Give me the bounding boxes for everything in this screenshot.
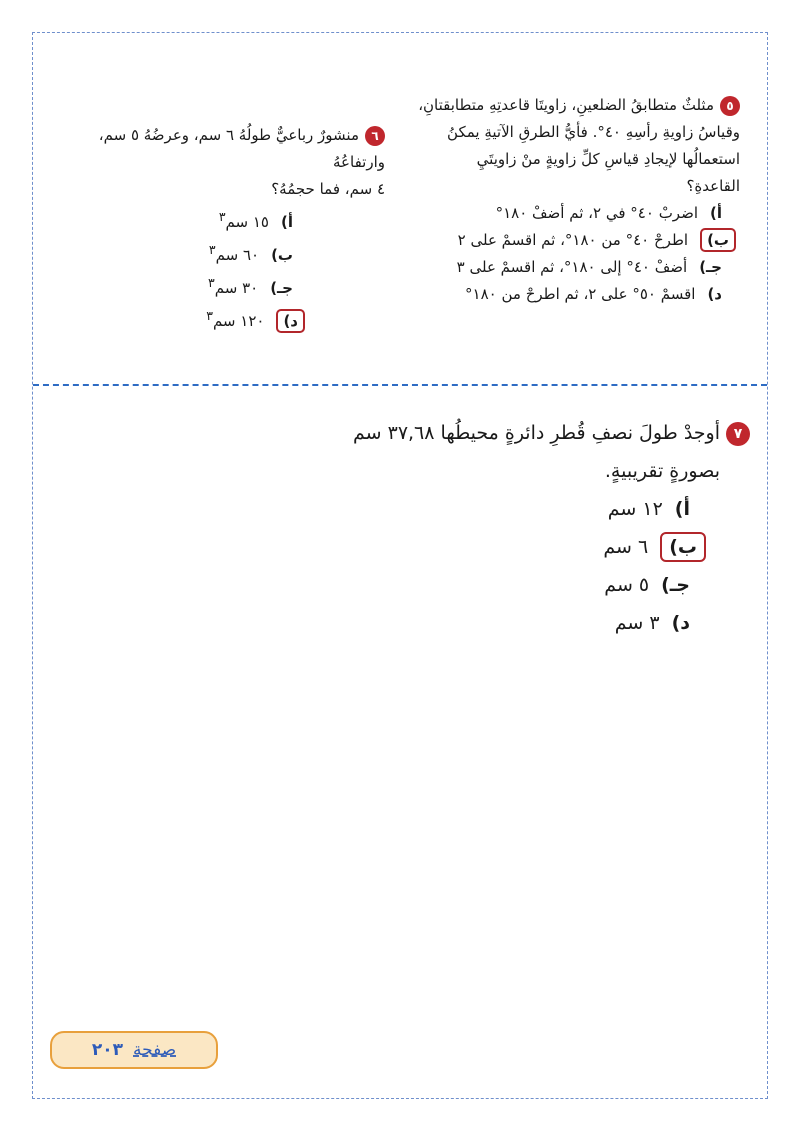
selected-answer-box: ب) xyxy=(700,228,736,252)
section-divider xyxy=(33,384,767,386)
question-6-options xyxy=(45,203,385,335)
option-c[interactable]: جـ)٥ سم xyxy=(604,574,690,596)
question-7 xyxy=(300,414,750,642)
option-c[interactable]: جـ)أضفْ ٤٠° إلى ١٨٠°، ثم اقسمْ على ٣ xyxy=(456,258,722,276)
question-5 xyxy=(390,92,740,308)
question-number-badge: ٧ xyxy=(726,422,750,446)
option-b[interactable]: ب)٦٠ سم$^٣$ xyxy=(208,242,293,264)
option-d-selected[interactable]: د)١٢٠ سم$^٣$ xyxy=(45,302,305,335)
question-number-badge: ٥ xyxy=(720,96,740,116)
selected-answer-box: ب) xyxy=(660,532,706,562)
option-c[interactable]: جـ)٣٠ سم$^٣$ xyxy=(208,275,293,297)
option-d[interactable]: د)اقسمْ ٥٠° على ٢، ثم اطرحْ من ١٨٠° xyxy=(465,285,722,303)
question-6-stem: ٦منشورٌ رباعيٌّ طولُهُ ٦ سم، وعرضُهُ ٥ سم، وارتفاعُهُ ٤ سم، فما حجمُهُ؟ xyxy=(98,126,385,198)
question-5-options xyxy=(390,200,740,308)
option-a[interactable]: أ)١٢ سم xyxy=(607,498,690,520)
option-a[interactable]: أ)اضربْ ٤٠° في ٢، ثم أضفْ ١٨٠° xyxy=(495,204,722,222)
selected-answer-box: د) xyxy=(276,309,305,333)
page-word: صفحة xyxy=(133,1040,177,1060)
question-6 xyxy=(45,122,385,335)
page-number-label xyxy=(50,1031,218,1069)
option-d[interactable]: د)٣ سم xyxy=(614,612,690,634)
question-7-options xyxy=(300,490,750,642)
option-b-selected[interactable]: ب)اطرحْ ٤٠° من ١٨٠°، ثم اقسمْ على ٢ xyxy=(390,227,736,254)
question-5-stem: ٥مثلثٌ متطابقُ الضلعينِ، زاويتَا قاعدتِهِ متطابقتانِ، وقياسُ زاويةِ رأسِهِ ٤٠°. فأيُّ الطرقِ الآتيةِ يمكنُ استعمالُها لإيجادِ قياسِ كلِّ زاويةٍ منْ زاويتَيِ القاعدةِ؟ xyxy=(418,96,740,195)
page-number: ٢٠٣ xyxy=(91,1040,123,1060)
option-a[interactable]: أ)١٥ سم$^٣$ xyxy=(218,209,293,231)
option-b-selected[interactable]: ب)٦ سم xyxy=(300,528,706,566)
question-7-stem: ٧أوجدْ طولَ نصفِ قُطرِ دائرةٍ محيطُها ٣٧,٦٨ سم بصورةٍ تقريبيةٍ. xyxy=(300,414,750,490)
question-number-badge: ٦ xyxy=(365,126,385,146)
